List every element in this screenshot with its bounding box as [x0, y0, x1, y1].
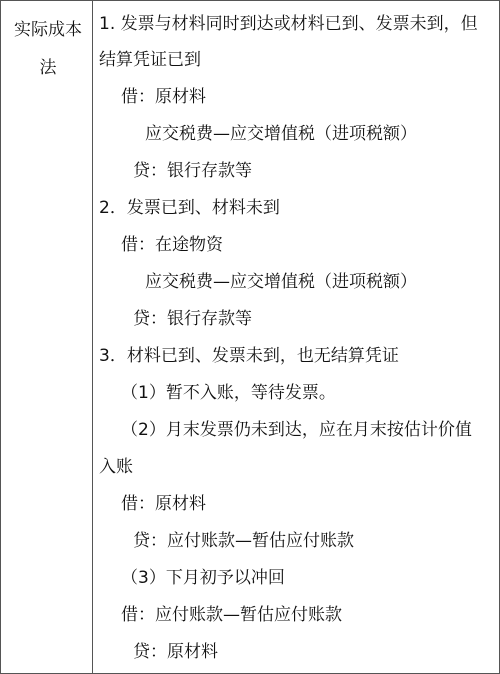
- case-3-step-2-cont: 入账: [99, 457, 133, 477]
- case-1-heading-cont: 结算凭证已到: [99, 50, 201, 70]
- entry-credit-1: 贷：银行存款等: [133, 161, 252, 181]
- case-3-step-1: （1）暂不入账，等待发票。: [121, 383, 336, 403]
- case-3-step-3: （3）下月初予以冲回: [121, 568, 285, 588]
- case-1-heading: 1. 发票与材料同时到达或材料已到、发票未到，但: [99, 14, 478, 34]
- case-3-heading: 3．材料已到、发票未到，也无结算凭证: [99, 346, 399, 366]
- entry-debit-1: 借：原材料: [121, 87, 206, 107]
- entry-debit-4: 借：应付账款—暂估应付账款: [121, 605, 342, 625]
- entry-debit-2b: 应交税费—应交增值税（进项税额）: [145, 272, 417, 292]
- entry-credit-3: 贷：应付账款—暂估应付账款: [133, 531, 354, 551]
- entries-cell: [93, 1, 499, 673]
- case-2-heading: 2．发票已到、材料未到: [99, 198, 280, 218]
- entry-debit-3: 借：原材料: [121, 494, 206, 514]
- method-label-cell: [1, 1, 93, 673]
- entry-debit-2: 借：在途物资: [121, 235, 223, 255]
- entry-debit-1b: 应交税费—应交增值税（进项税额）: [145, 124, 417, 144]
- entry-credit-4: 贷：原材料: [133, 642, 218, 662]
- entry-credit-2: 贷：银行存款等: [133, 309, 252, 329]
- case-3-step-2: （2）月末发票仍未到达，应在月末按估计价值: [121, 420, 472, 440]
- method-label: 实际成本法: [14, 20, 82, 78]
